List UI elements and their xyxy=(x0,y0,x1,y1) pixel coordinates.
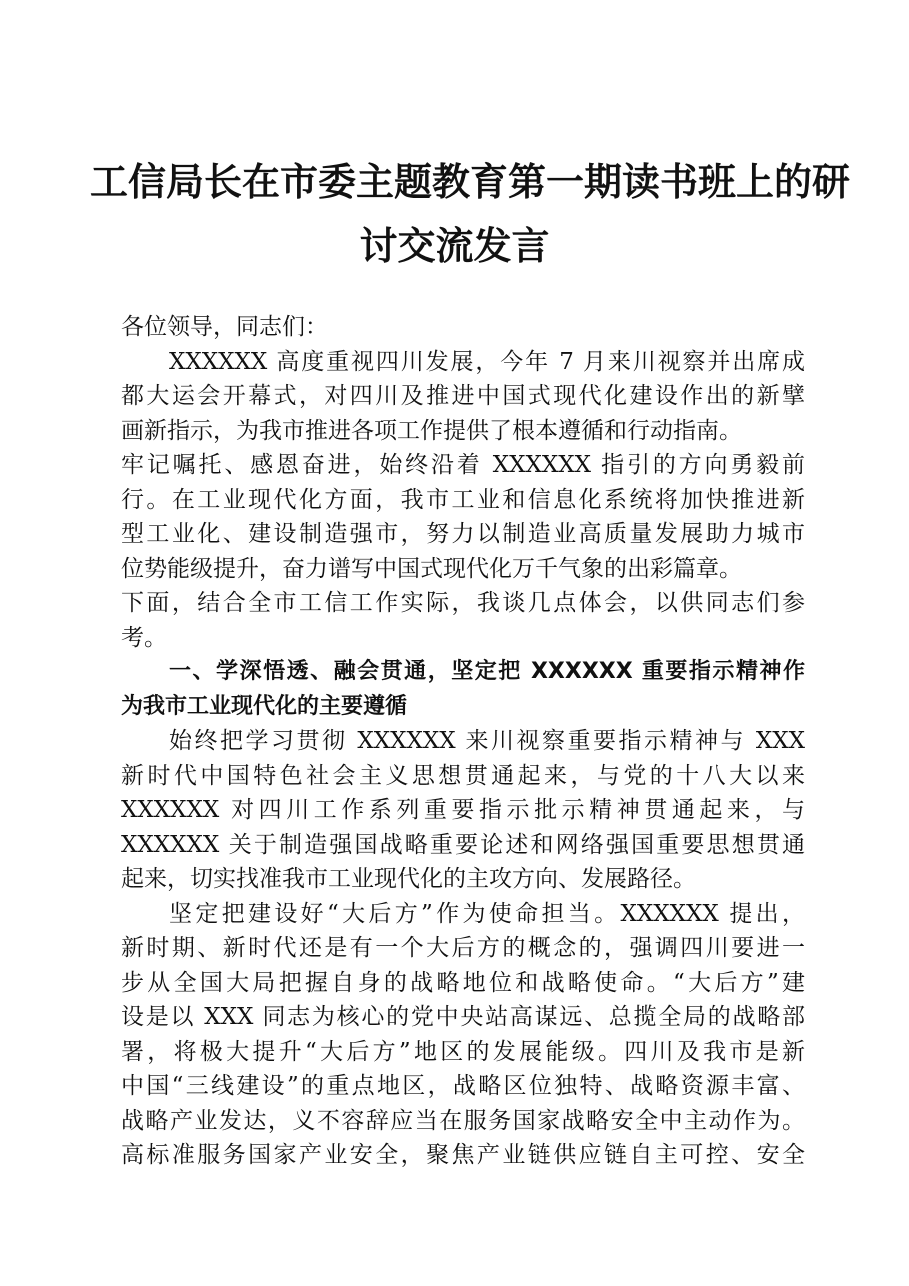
section-heading-line: 为我市工业现代化的主要遵循 xyxy=(121,693,408,719)
body-text-line: 都大运会开幕式，对四川及推进中国式现代化建设作出的新擘 xyxy=(121,383,805,409)
body-text-line: 高标准服务国家产业安全，聚焦产业链供应链自主可控、安全 xyxy=(121,1142,805,1168)
body-text-line: 战略产业发达，义不容辞应当在服务国家战略安全中主动作为。 xyxy=(121,1107,805,1134)
body-text-line: 位势能级提升，奋力谱写中国式现代化万千气象的出彩篇章。 xyxy=(121,555,742,582)
body-text-line: 坚定把建设好“大后方”作为使命担当。XXXXXX 提出， xyxy=(169,900,805,927)
body-text-line: 署，将极大提升“大后方”地区的发展能级。四川及我市是新 xyxy=(121,1038,805,1065)
body-text-line: 新时期、新时代还是有一个大后方的概念的，强调四川要进一 xyxy=(121,935,805,961)
body-text-line: 设是以 XXX 同志为核心的党中央站高谋远、总揽全局的战略部 xyxy=(121,1004,805,1030)
section-heading-line: 一、学深悟透、融会贯通，坚定把 XXXXXX 重要指示精神作 xyxy=(169,659,805,684)
body-text-line: 始终把学习贯彻 XXXXXX 来川视察重要指示精神与 XXX xyxy=(169,728,805,754)
title-line-1: 工信局长在市委主题教育第一期读书班上的研 xyxy=(90,159,851,204)
body-text-line: 各位领导，同志们： xyxy=(121,314,328,340)
body-text-line: 步从全国大局把握自身的战略地位和战略使命。“大后方”建 xyxy=(121,969,805,996)
body-text-line: 型工业化、建设制造强市，努力以制造业高质量发展助力城市 xyxy=(121,521,805,547)
body-text-line: XXXXXX 对四川工作系列重要指示批示精神贯通起来，与 xyxy=(121,797,805,823)
body-text-line: XXXXXX 高度重视四川发展，今年 7 月来川视察并出席成 xyxy=(169,348,805,375)
body-text-line: 考。 xyxy=(121,624,167,651)
body-text-line: 中国“三线建设”的重点地区，战略区位独特、战略资源丰富、 xyxy=(121,1073,805,1099)
title-line-2: 讨交流发言 xyxy=(359,223,550,268)
document-body xyxy=(121,310,805,1173)
document-title xyxy=(90,152,851,276)
body-text-line: 新时代中国特色社会主义思想贯通起来，与党的十八大以来 xyxy=(121,762,805,789)
body-text-line: 牢记嘱托、感恩奋进，始终沿着 XXXXXX 指引的方向勇毅前 xyxy=(121,452,805,478)
body-text-line: 行。在工业现代化方面，我市工业和信息化系统将加快推进新 xyxy=(121,486,805,513)
body-text-line: 下面，结合全市工信工作实际，我谈几点体会，以供同志们参 xyxy=(121,590,805,616)
body-text-line: 起来，切实找准我市工业现代化的主攻方向、发展路径。 xyxy=(121,866,696,892)
body-text-line: XXXXXX 关于制造强国战略重要论述和网络强国重要思想贯通 xyxy=(121,831,805,858)
body-text-line: 画新指示，为我市推进各项工作提供了根本遵循和行动指南。 xyxy=(121,417,742,444)
